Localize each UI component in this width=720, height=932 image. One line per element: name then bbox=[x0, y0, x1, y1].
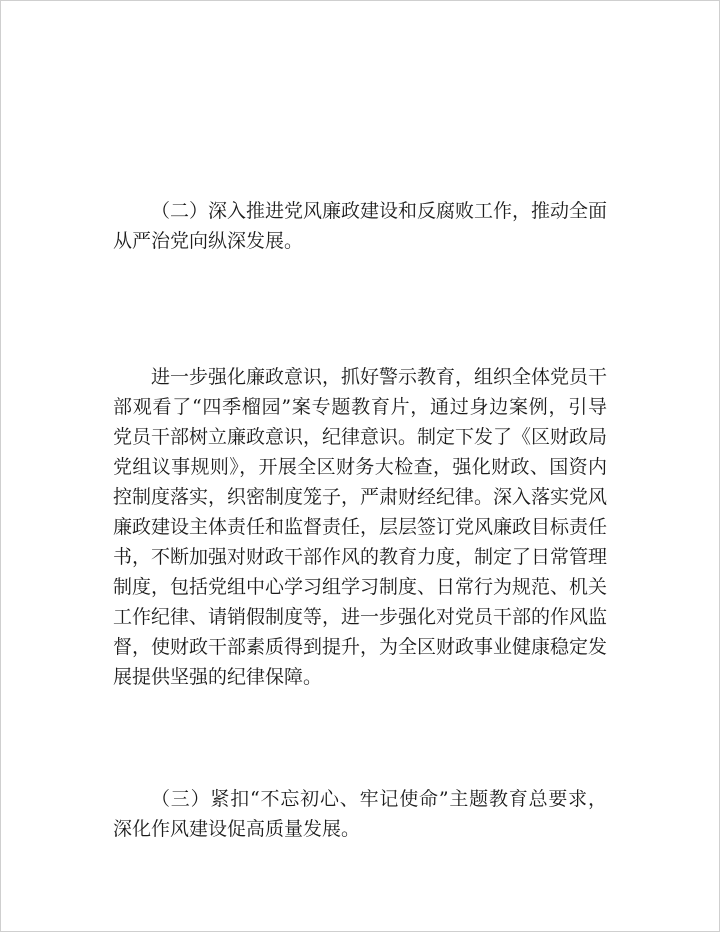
section-heading-three: （三）紧扣“不忘初心、牢记使命”主题教育总要求，深化作风建设促高质量发展。 bbox=[113, 788, 607, 840]
section-heading-two: （二）深入推进党风廉政建设和反腐败工作，推动全面从严治党向纵深发展。 bbox=[113, 200, 608, 252]
body-paragraph: 进一步强化廉政意识，抓好警示教育，组织全体党员干部观看了“四季榴园”案专题教育片，通过身边案例，引导党员干部树立廉政意识，纪律意识。制定下发了《区财政局党组议事规则》，开展全区财务大检查，强化财政、国资内控制度落实，织密制度笼子，严肃财经纪律。深入落实党风廉政建设主体责任和监督责任，层层签订党风廉政目标责任书，不断加强对财政干部作风的教育力度，制定了日常管理制度，包括党组中心学习组学习制度、日常行为规范、机关工作纪律、请销假制度等，进一步强化对党员干部的作风监督，使财政干部素质得到提升，为全区财政事业健康稳定发展提供坚强的纪律保障。 bbox=[113, 366, 608, 688]
